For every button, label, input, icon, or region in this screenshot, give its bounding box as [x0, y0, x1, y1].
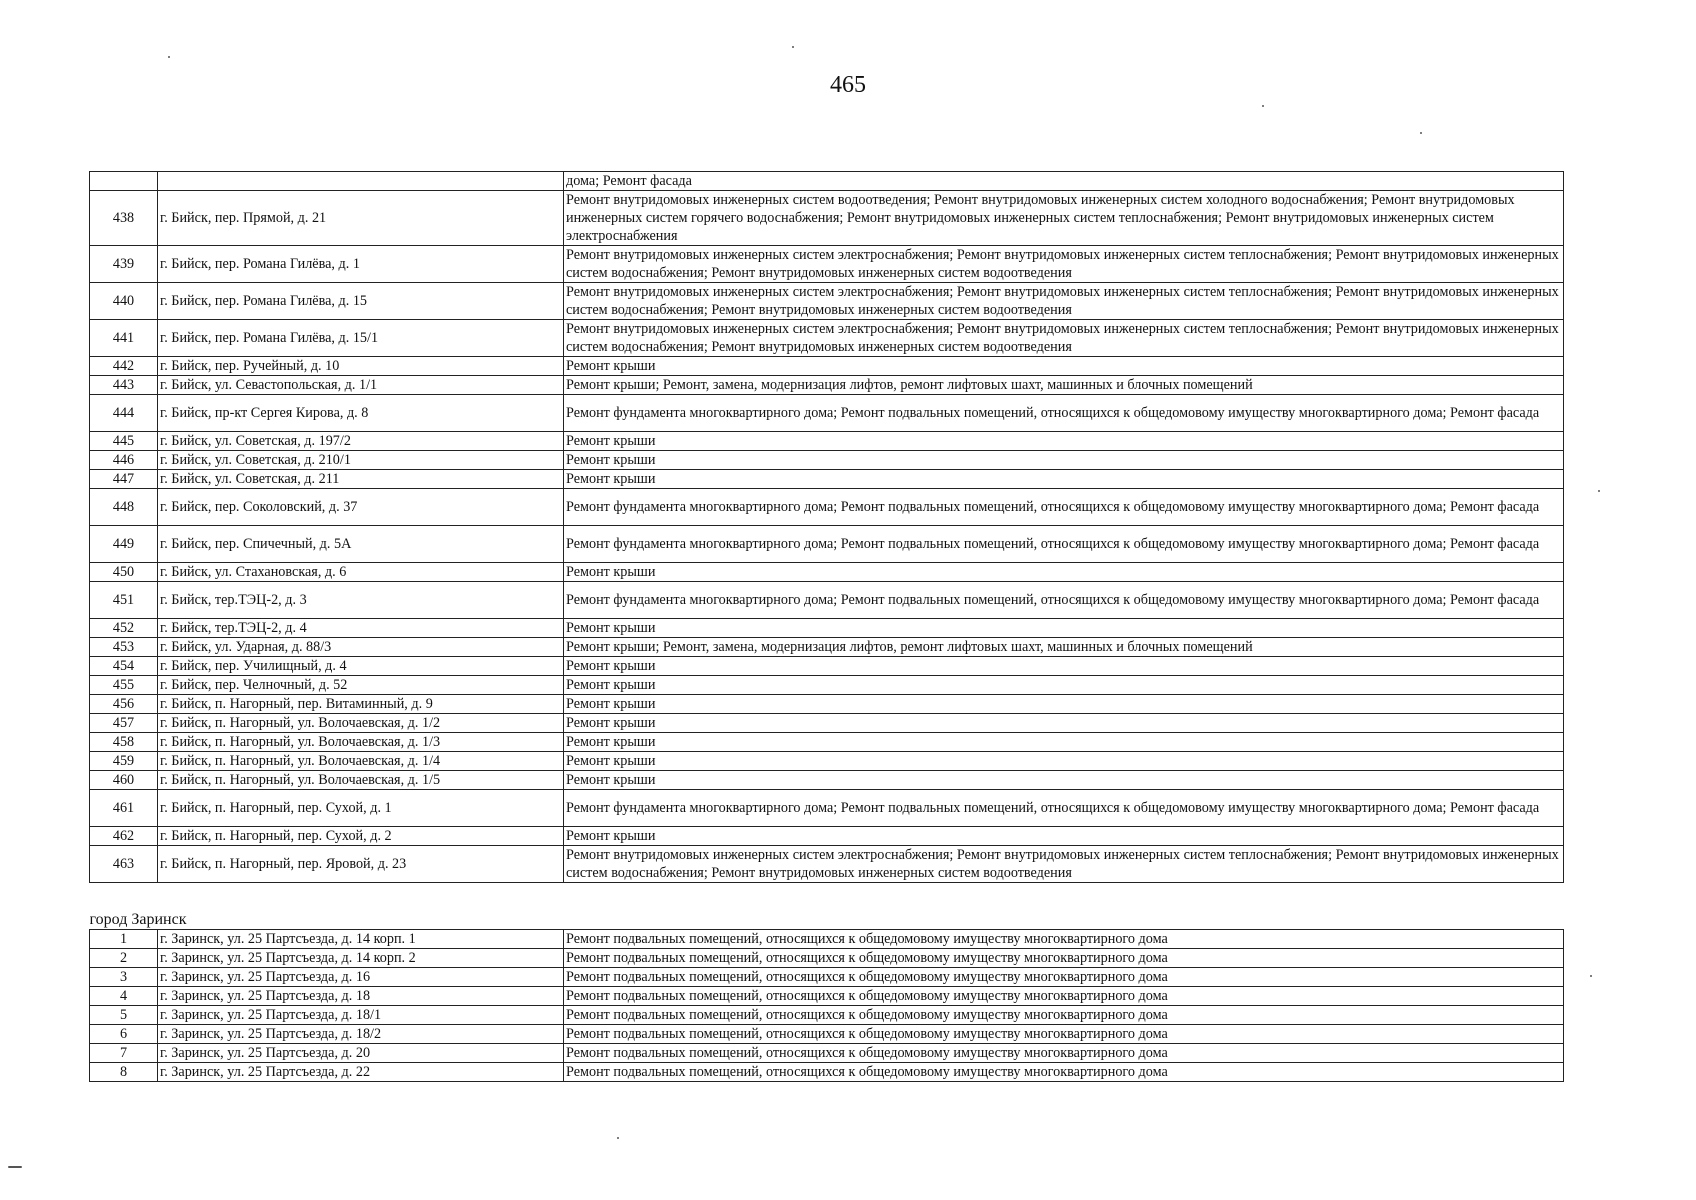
row-work: Ремонт крыши — [564, 827, 1564, 846]
row-work: Ремонт крыши — [564, 676, 1564, 695]
row-number: 7 — [90, 1044, 158, 1063]
row-work: Ремонт фундамента многоквартирного дома; Ремонт подвальных помещений, относящихся к общедомовому имуществу многоквартирного дома; Ремонт фасада — [564, 395, 1564, 432]
row-number: 457 — [90, 714, 158, 733]
row-address: г. Заринск, ул. 25 Партсъезда, д. 18/1 — [158, 1006, 564, 1025]
table-row — [90, 1006, 1564, 1025]
row-work: дома; Ремонт фасада — [564, 172, 1564, 191]
row-number: 459 — [90, 752, 158, 771]
row-address: г. Бийск, п. Нагорный, ул. Волочаевская, д. 1/4 — [158, 752, 564, 771]
repair-table — [89, 171, 1564, 1082]
row-number: 451 — [90, 582, 158, 619]
table-row — [90, 1044, 1564, 1063]
row-work: Ремонт крыши — [564, 470, 1564, 489]
table-row — [90, 526, 1564, 563]
row-work: Ремонт подвальных помещений, относящихся к общедомовому имуществу многоквартирного дома — [564, 1044, 1564, 1063]
scan-speck — [1590, 975, 1592, 977]
row-number: 449 — [90, 526, 158, 563]
row-work: Ремонт крыши — [564, 695, 1564, 714]
row-address: г. Бийск, пер. Ручейный, д. 10 — [158, 357, 564, 376]
row-address: г. Бийск, п. Нагорный, ул. Волочаевская, д. 1/3 — [158, 733, 564, 752]
table-row — [90, 582, 1564, 619]
row-work: Ремонт крыши — [564, 752, 1564, 771]
section-gap — [90, 883, 1564, 910]
row-number: 446 — [90, 451, 158, 470]
table-row — [90, 827, 1564, 846]
table-row — [90, 1025, 1564, 1044]
row-work: Ремонт крыши — [564, 563, 1564, 582]
scan-speck — [168, 56, 170, 58]
row-address: г. Заринск, ул. 25 Партсъезда, д. 18/2 — [158, 1025, 564, 1044]
row-work: Ремонт подвальных помещений, относящихся к общедомовому имуществу многоквартирного дома — [564, 968, 1564, 987]
row-number: 445 — [90, 432, 158, 451]
row-address: г. Заринск, ул. 25 Партсъезда, д. 22 — [158, 1063, 564, 1082]
row-work: Ремонт крыши — [564, 357, 1564, 376]
row-number — [90, 172, 158, 191]
row-work: Ремонт подвальных помещений, относящихся к общедомовому имуществу многоквартирного дома — [564, 987, 1564, 1006]
row-work: Ремонт крыши — [564, 619, 1564, 638]
row-address: г. Бийск, пр-кт Сергея Кирова, д. 8 — [158, 395, 564, 432]
row-work: Ремонт крыши; Ремонт, замена, модернизация лифтов, ремонт лифтовых шахт, машинных и блочных помещений — [564, 376, 1564, 395]
row-address: г. Бийск, тер.ТЭЦ-2, д. 4 — [158, 619, 564, 638]
row-number: 456 — [90, 695, 158, 714]
row-number: 448 — [90, 489, 158, 526]
row-address: г. Бийск, пер. Челночный, д. 52 — [158, 676, 564, 695]
row-number: 452 — [90, 619, 158, 638]
row-address: г. Бийск, пер. Соколовский, д. 37 — [158, 489, 564, 526]
table-row — [90, 695, 1564, 714]
row-work: Ремонт фундамента многоквартирного дома; Ремонт подвальных помещений, относящихся к общедомовому имуществу многоквартирного дома; Ремонт фасада — [564, 790, 1564, 827]
row-number: 440 — [90, 283, 158, 320]
row-work: Ремонт внутридомовых инженерных систем водоотведения; Ремонт внутридомовых инженерных систем холодного водоснабжения; Ремонт внутридомовых инженерных систем горячего водоснабжения; Ремонт внутридомовых инженерных систем теплоснабжения; Ремонт внутридомовых инженерных систем электроснабжения — [564, 191, 1564, 246]
row-work: Ремонт внутридомовых инженерных систем электроснабжения; Ремонт внутридомовых инженерных систем теплоснабжения; Ремонт внутридомовых инженерных систем водоснабжения; Ремонт внутридомовых инженерных систем водоотведения — [564, 320, 1564, 357]
row-number: 447 — [90, 470, 158, 489]
table-row — [90, 320, 1564, 357]
table-row — [90, 846, 1564, 883]
row-work: Ремонт фундамента многоквартирного дома; Ремонт подвальных помещений, относящихся к общедомовому имуществу многоквартирного дома; Ремонт фасада — [564, 526, 1564, 563]
table-row — [90, 246, 1564, 283]
row-address: г. Заринск, ул. 25 Партсъезда, д. 16 — [158, 968, 564, 987]
table-row — [90, 752, 1564, 771]
row-number: 461 — [90, 790, 158, 827]
table-row — [90, 714, 1564, 733]
row-work: Ремонт подвальных помещений, относящихся к общедомовому имуществу многоквартирного дома — [564, 1025, 1564, 1044]
row-number: 442 — [90, 357, 158, 376]
row-number: 8 — [90, 1063, 158, 1082]
repair-table-body — [90, 172, 1564, 1082]
table-row — [90, 619, 1564, 638]
row-number: 458 — [90, 733, 158, 752]
row-work: Ремонт подвальных помещений, относящихся к общедомовому имуществу многоквартирного дома — [564, 949, 1564, 968]
row-work: Ремонт внутридомовых инженерных систем электроснабжения; Ремонт внутридомовых инженерных систем теплоснабжения; Ремонт внутридомовых инженерных систем водоснабжения; Ремонт внутридомовых инженерных систем водоотведения — [564, 283, 1564, 320]
table-row — [90, 638, 1564, 657]
row-number: 2 — [90, 949, 158, 968]
row-work: Ремонт крыши — [564, 771, 1564, 790]
document-sheet — [89, 171, 1563, 1082]
section-header-row — [90, 909, 1564, 930]
table-row — [90, 432, 1564, 451]
row-number: 1 — [90, 930, 158, 949]
row-address: г. Бийск, пер. Романа Гилёва, д. 1 — [158, 246, 564, 283]
table-row — [90, 657, 1564, 676]
row-address: г. Заринск, ул. 25 Партсъезда, д. 14 корп. 2 — [158, 949, 564, 968]
table-row — [90, 790, 1564, 827]
row-address: г. Бийск, ул. Советская, д. 210/1 — [158, 451, 564, 470]
gap-cell — [90, 883, 1564, 910]
table-row — [90, 1063, 1564, 1082]
row-address: г. Бийск, п. Нагорный, пер. Сухой, д. 1 — [158, 790, 564, 827]
row-address: г. Заринск, ул. 25 Партсъезда, д. 20 — [158, 1044, 564, 1063]
row-work: Ремонт крыши — [564, 733, 1564, 752]
row-address: г. Бийск, ул. Севастопольская, д. 1/1 — [158, 376, 564, 395]
row-number: 5 — [90, 1006, 158, 1025]
row-work: Ремонт внутридомовых инженерных систем электроснабжения; Ремонт внутридомовых инженерных систем теплоснабжения; Ремонт внутридомовых инженерных систем водоснабжения; Ремонт внутридомовых инженерных систем водоотведения — [564, 846, 1564, 883]
row-number: 441 — [90, 320, 158, 357]
continuation-row — [90, 172, 1564, 191]
row-work: Ремонт крыши — [564, 714, 1564, 733]
row-address: г. Бийск, ул. Советская, д. 211 — [158, 470, 564, 489]
row-work: Ремонт фундамента многоквартирного дома; Ремонт подвальных помещений, относящихся к общедомовому имуществу многоквартирного дома; Ремонт фасада — [564, 489, 1564, 526]
table-row — [90, 968, 1564, 987]
scan-speck — [1262, 105, 1264, 107]
row-address: г. Бийск, п. Нагорный, ул. Волочаевская, д. 1/5 — [158, 771, 564, 790]
table-row — [90, 395, 1564, 432]
table-row — [90, 376, 1564, 395]
table-row — [90, 357, 1564, 376]
row-work: Ремонт фундамента многоквартирного дома; Ремонт подвальных помещений, относящихся к общедомовому имуществу многоквартирного дома; Ремонт фасада — [564, 582, 1564, 619]
table-row — [90, 771, 1564, 790]
row-number: 454 — [90, 657, 158, 676]
row-number: 450 — [90, 563, 158, 582]
row-address: г. Бийск, пер. Училищный, д. 4 — [158, 657, 564, 676]
row-address: г. Бийск, ул. Стахановская, д. 6 — [158, 563, 564, 582]
scan-speck — [792, 46, 794, 48]
row-address: г. Бийск, ул. Ударная, д. 88/3 — [158, 638, 564, 657]
row-work: Ремонт подвальных помещений, относящихся к общедомовому имуществу многоквартирного дома — [564, 1063, 1564, 1082]
row-work: Ремонт крыши — [564, 657, 1564, 676]
row-number: 439 — [90, 246, 158, 283]
row-address: г. Бийск, пер. Романа Гилёва, д. 15 — [158, 283, 564, 320]
row-address: г. Бийск, п. Нагорный, пер. Яровой, д. 23 — [158, 846, 564, 883]
table-row — [90, 489, 1564, 526]
table-row — [90, 283, 1564, 320]
row-work: Ремонт крыши — [564, 451, 1564, 470]
scan-speck — [8, 1166, 22, 1168]
row-number: 444 — [90, 395, 158, 432]
row-address: г. Бийск, пер. Прямой, д. 21 — [158, 191, 564, 246]
scan-speck — [617, 1137, 619, 1139]
scan-speck — [1598, 490, 1600, 492]
row-number: 463 — [90, 846, 158, 883]
row-address: г. Бийск, п. Нагорный, ул. Волочаевская, д. 1/2 — [158, 714, 564, 733]
row-number: 462 — [90, 827, 158, 846]
table-row — [90, 930, 1564, 949]
row-address: г. Бийск, п. Нагорный, пер. Сухой, д. 2 — [158, 827, 564, 846]
table-row — [90, 949, 1564, 968]
row-number: 4 — [90, 987, 158, 1006]
scan-speck — [1420, 132, 1422, 134]
page-number: 465 — [830, 72, 866, 98]
table-row — [90, 451, 1564, 470]
row-number: 460 — [90, 771, 158, 790]
row-address: г. Бийск, тер.ТЭЦ-2, д. 3 — [158, 582, 564, 619]
row-address: г. Бийск, пер. Романа Гилёва, д. 15/1 — [158, 320, 564, 357]
row-work: Ремонт подвальных помещений, относящихся к общедомовому имуществу многоквартирного дома — [564, 1006, 1564, 1025]
row-address: г. Заринск, ул. 25 Партсъезда, д. 18 — [158, 987, 564, 1006]
row-address: г. Бийск, п. Нагорный, пер. Витаминный, д. 9 — [158, 695, 564, 714]
row-work: Ремонт внутридомовых инженерных систем электроснабжения; Ремонт внутридомовых инженерных систем теплоснабжения; Ремонт внутридомовых инженерных систем водоснабжения; Ремонт внутридомовых инженерных систем водоотведения — [564, 246, 1564, 283]
table-row — [90, 191, 1564, 246]
row-work: Ремонт крыши; Ремонт, замена, модернизация лифтов, ремонт лифтовых шахт, машинных и блочных помещений — [564, 638, 1564, 657]
row-number: 455 — [90, 676, 158, 695]
table-row — [90, 987, 1564, 1006]
table-row — [90, 563, 1564, 582]
row-address: г. Заринск, ул. 25 Партсъезда, д. 14 корп. 1 — [158, 930, 564, 949]
row-address — [158, 172, 564, 191]
row-number: 438 — [90, 191, 158, 246]
row-address: г. Бийск, пер. Спичечный, д. 5А — [158, 526, 564, 563]
row-address: г. Бийск, ул. Советская, д. 197/2 — [158, 432, 564, 451]
row-number: 3 — [90, 968, 158, 987]
section-title: город Заринск — [90, 909, 1564, 930]
row-number: 6 — [90, 1025, 158, 1044]
table-row — [90, 676, 1564, 695]
row-work: Ремонт крыши — [564, 432, 1564, 451]
table-row — [90, 733, 1564, 752]
row-number: 453 — [90, 638, 158, 657]
table-row — [90, 470, 1564, 489]
row-number: 443 — [90, 376, 158, 395]
row-work: Ремонт подвальных помещений, относящихся к общедомовому имуществу многоквартирного дома — [564, 930, 1564, 949]
